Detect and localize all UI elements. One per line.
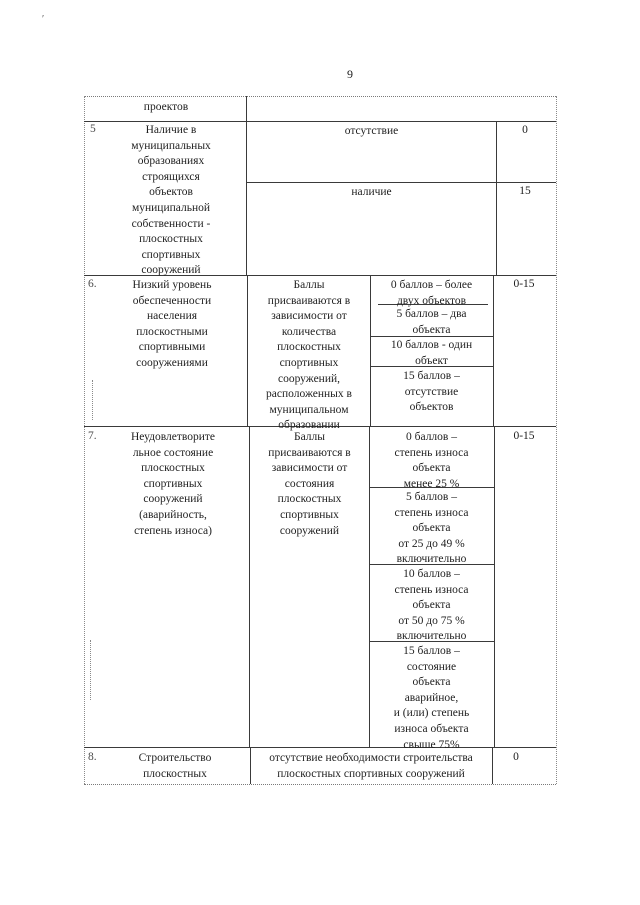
score-cell: 15 xyxy=(519,185,531,197)
method-cell: Баллы присваиваются в зависимости от количества плоскостных спортивных сооружений, расположенных в муниципальном образовании xyxy=(266,279,352,432)
sub-option: 15 баллов – состояние объекта аварийное, и (или) степень износа объекта свыше 75% xyxy=(393,645,470,751)
scan-mark: ʹ xyxy=(42,14,45,25)
row-number: 7. xyxy=(88,430,97,442)
sub-option: 5 баллов – два объекта xyxy=(396,308,467,336)
sub-option: 0 баллов – более двух объектов xyxy=(390,279,473,307)
score-cell: 0-15 xyxy=(513,430,535,442)
sub-option: 5 баллов – степень износа объекта от 25 до 49 % включительно xyxy=(394,491,469,566)
criterion-cell: Наличие в муниципальных образованиях строящихся объектов муниципальной собственности - плоскостных спортивных сооружений xyxy=(131,124,211,277)
criterion-cell: Низкий уровень обеспеченности населения плоскостными спортивными сооружениями xyxy=(132,279,212,369)
score-cell: 0 xyxy=(513,751,519,763)
option-cell: наличие xyxy=(351,186,392,198)
cont-criterion: проектов xyxy=(143,101,189,113)
option-cell: отсутствие необходимости строительства плоскостных спортивных сооружений xyxy=(269,752,473,780)
page-number: 9 xyxy=(347,67,353,81)
criterion-cell: Строительство плоскостных xyxy=(138,752,212,780)
method-cell: Баллы присваиваются в зависимости от состояния плоскостных спортивных сооружений xyxy=(268,431,351,537)
score-cell: 0-15 xyxy=(513,278,535,290)
sub-option: 10 баллов – степень износа объекта от 50 до 75 % включительно xyxy=(394,568,469,643)
criterion-cell: Неудовлетворите льное состояние плоскостных спортивных сооружений (аварийность, степень износа) xyxy=(130,431,216,537)
row-number: 6. xyxy=(88,278,97,290)
option-cell: отсутствие xyxy=(344,125,399,137)
sub-option: 15 баллов – отсутствие объектов xyxy=(403,370,460,414)
row-number: 5 xyxy=(90,123,96,135)
row-number: 8. xyxy=(88,751,97,763)
sub-option: 10 баллов - один объект xyxy=(390,339,473,367)
sub-option: 0 баллов – степень износа объекта менее 25 % xyxy=(394,431,469,490)
score-cell: 0 xyxy=(522,124,528,136)
